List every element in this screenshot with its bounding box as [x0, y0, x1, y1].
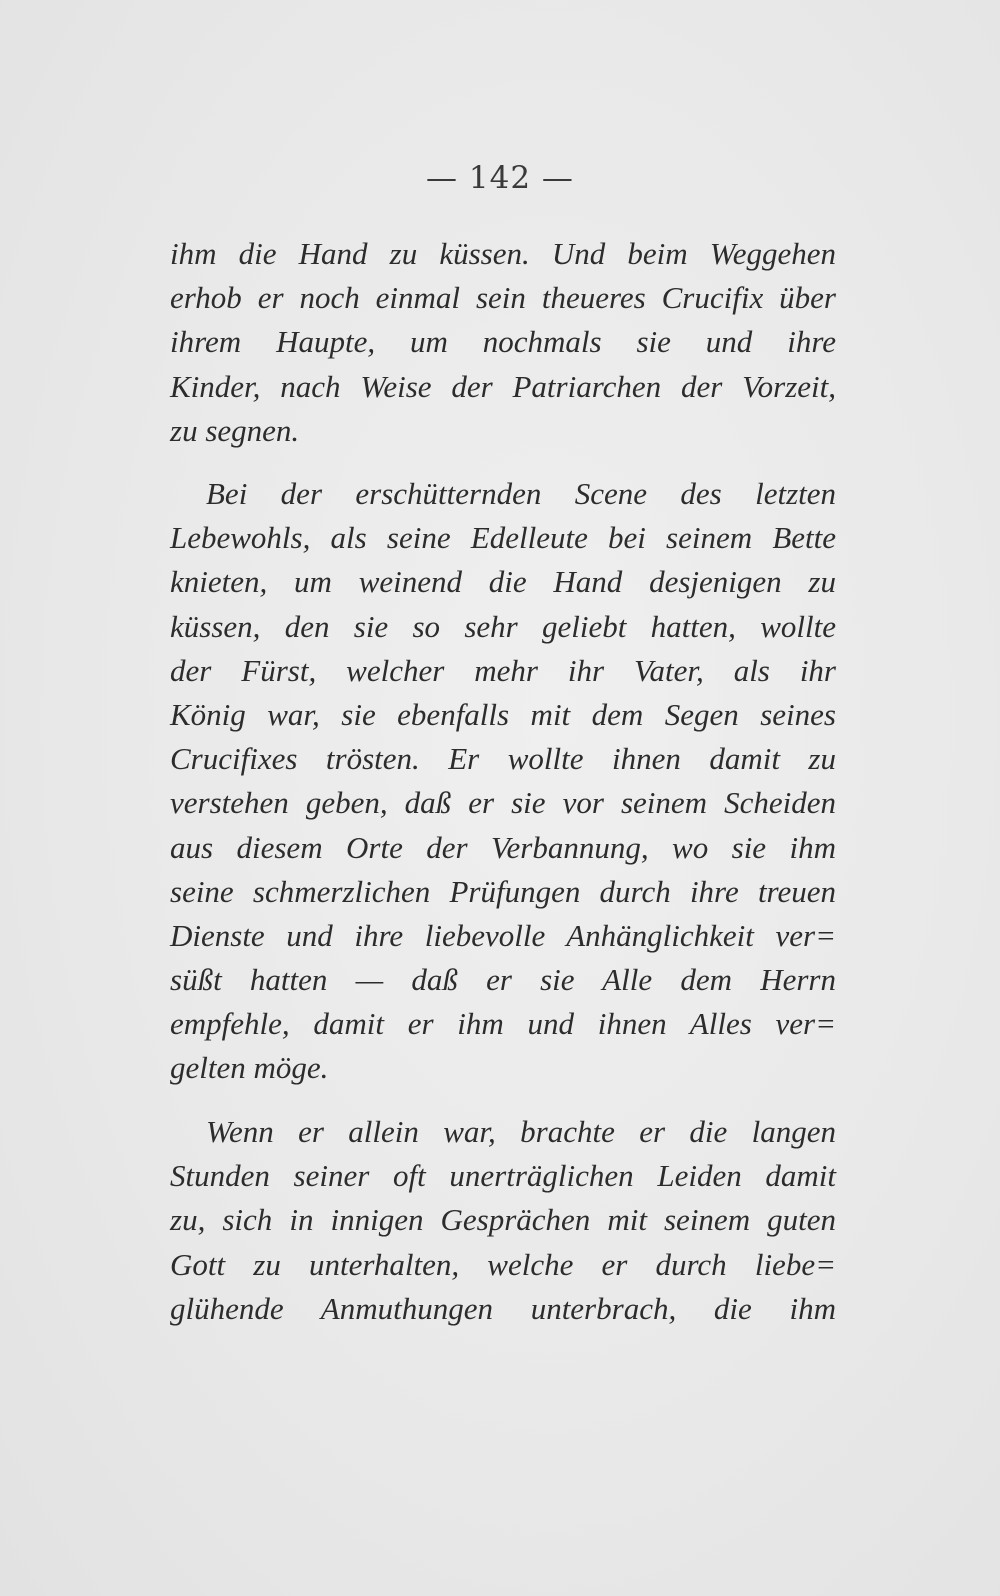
text-line: süßt hatten — daß er sie Alle dem Herrn	[170, 962, 836, 998]
text-line: Gott zu unterhalten, welche er durch liebe=	[170, 1246, 836, 1282]
text-line: zu segnen.	[170, 412, 300, 448]
text-line: aus diesem Orte der Verbannung, wo sie ihm	[170, 829, 836, 865]
text-line: erhob er noch einmal sein theueres Crucifix über	[170, 280, 836, 316]
text-line: verstehen geben, daß er sie vor seinem Scheiden	[170, 785, 836, 821]
paragraph-3	[170, 1110, 836, 1331]
text-line: zu, sich in innigen Gesprächen mit seinem guten	[170, 1202, 836, 1238]
text-line: Wenn er allein war, brachte er die langen	[206, 1114, 836, 1149]
text-line: seine schmerzlichen Prüfungen durch ihre treuen	[170, 873, 836, 909]
text-line: Crucifixes trösten. Er wollte ihnen damit zu	[170, 741, 836, 777]
text-line: glühende Anmuthungen unterbrach, die ihm	[170, 1290, 836, 1326]
page-number-header: — 142 —	[426, 160, 574, 196]
text-line: ihrem Haupte, um nochmals sie und ihre	[170, 324, 836, 360]
text-line: küssen, den sie so sehr geliebt hatten, wollte	[170, 608, 836, 644]
text-line: empfehle, damit er ihm und ihnen Alles ver=	[170, 1006, 836, 1042]
text-line: ihm die Hand zu küssen. Und beim Weggehen	[170, 236, 836, 271]
paragraph-1	[170, 232, 836, 453]
text-line: König war, sie ebenfalls mit dem Segen seines	[170, 696, 836, 732]
paragraph-2	[170, 472, 836, 1091]
text-line: Bei der erschütternden Scene des letzten	[206, 476, 836, 511]
text-line: Lebewohls, als seine Edelleute bei seinem Bette	[170, 520, 836, 556]
text-line: knieten, um weinend die Hand desjenigen zu	[170, 564, 836, 600]
text-line: Stunden seiner oft unerträglichen Leiden damit	[170, 1158, 836, 1194]
text-line: der Fürst, welcher mehr ihr Vater, als ihr	[170, 652, 836, 688]
text-line: Kinder, nach Weise der Patriarchen der Vorzeit,	[170, 368, 836, 404]
text-line: Dienste und ihre liebevolle Anhänglichkeit ver=	[170, 917, 836, 953]
text-line: gelten möge.	[170, 1050, 329, 1086]
